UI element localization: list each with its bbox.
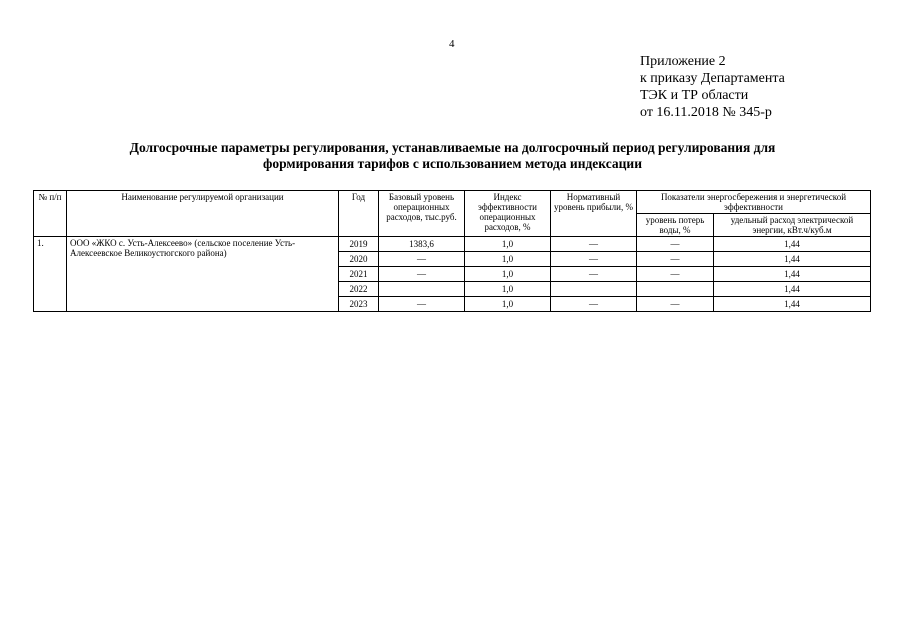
loss-cell: — <box>637 267 714 282</box>
profit-cell: — <box>551 237 637 252</box>
profit-cell <box>551 282 637 297</box>
consumption-cell: 1,44 <box>714 267 871 282</box>
year-cell: 2021 <box>339 267 379 282</box>
title-line-2: формирования тарифов с использованием метода индексации <box>263 156 642 171</box>
year-cell: 2023 <box>339 297 379 312</box>
table-row <box>34 237 871 252</box>
title-line-1: Долгосрочные параметры регулирования, устанавливаемые на долгосрочный период регулирования для <box>129 140 776 155</box>
parameters-table <box>33 190 871 312</box>
appendix-line-4: от 16.11.2018 № 345-р <box>640 105 772 120</box>
index-cell: 1,0 <box>465 237 551 252</box>
year-cell: 2019 <box>339 237 379 252</box>
header-num: № п/п <box>34 191 67 237</box>
document-title <box>60 140 845 172</box>
header-profit-level: Нормативный уровень прибыли, % <box>551 191 637 237</box>
index-cell: 1,0 <box>465 282 551 297</box>
header-row-1 <box>34 191 871 214</box>
index-cell: 1,0 <box>465 252 551 267</box>
header-electricity-consumption: удельный расход электрической энергии, кВт.ч/куб.м <box>714 214 871 237</box>
appendix-line-1: Приложение 2 <box>640 54 726 69</box>
index-cell: 1,0 <box>465 267 551 282</box>
header-base-level: Базовый уровень операционных расходов, тыс.руб. <box>379 191 465 237</box>
base-cell: — <box>379 267 465 282</box>
profit-cell: — <box>551 267 637 282</box>
appendix-line-2: к приказу Департамента <box>640 71 785 86</box>
header-efficiency-index: Индекс эффективности операционных расходов, % <box>465 191 551 237</box>
header-year: Год <box>339 191 379 237</box>
index-cell: 1,0 <box>465 297 551 312</box>
loss-cell: — <box>637 237 714 252</box>
loss-cell: — <box>637 252 714 267</box>
header-water-loss: уровень потерь воды, % <box>637 214 714 237</box>
consumption-cell: 1,44 <box>714 237 871 252</box>
base-cell: 1383,6 <box>379 237 465 252</box>
header-organization: Наименование регулируемой организации <box>67 191 339 237</box>
profit-cell: — <box>551 297 637 312</box>
consumption-cell: 1,44 <box>714 252 871 267</box>
appendix-block <box>640 53 785 121</box>
appendix-line-3: ТЭК и ТР области <box>640 88 749 103</box>
loss-cell <box>637 282 714 297</box>
year-cell: 2022 <box>339 282 379 297</box>
organization-name: ООО «ЖКО с. Усть-Алексеево» (сельское поселение Усть-Алексеевское Великоустюгского района) <box>67 237 339 312</box>
base-cell: — <box>379 297 465 312</box>
loss-cell: — <box>637 297 714 312</box>
year-cell: 2020 <box>339 252 379 267</box>
profit-cell: — <box>551 252 637 267</box>
base-cell: — <box>379 252 465 267</box>
header-energy-group: Показатели энергосбережения и энергетической эффективности <box>637 191 871 214</box>
base-cell <box>379 282 465 297</box>
row-number: 1. <box>34 237 67 312</box>
consumption-cell: 1,44 <box>714 297 871 312</box>
page-number: 4 <box>449 38 455 50</box>
consumption-cell: 1,44 <box>714 282 871 297</box>
